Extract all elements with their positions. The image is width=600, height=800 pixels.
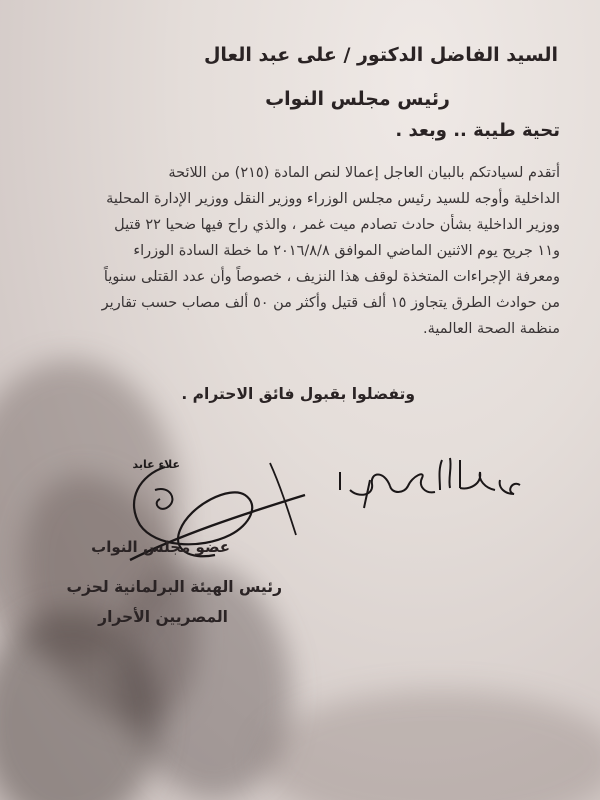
body-line: ووزير الداخلية بشأن حادث تصادم ميت غمر ، والذي راح فيها ضحيا ٢٢ قتيل: [114, 217, 560, 233]
signer-name: علاء عابد: [132, 458, 180, 471]
closing: وتفضلوا بقبول فائق الاحترام .: [181, 385, 415, 403]
body-line: من حوادث الطرق يتجاوز ١٥ ألف قتيل وأكثر من ٥٠ ألف مصاب حسب تقارير: [101, 295, 560, 311]
addressee: السيد الفاضل الدكتور / على عبد العال: [203, 44, 558, 66]
addressee-title: رئيس مجلس النواب: [265, 88, 450, 110]
role-member: عضو مجلس النواب: [91, 538, 230, 556]
body-line: و١١ جريح يوم الاثنين الماضي الموافق ٢٠١٦/٨/٨ ما خطة السادة الوزراء: [133, 243, 560, 259]
body-line: منظمة الصحة العالمية.: [423, 321, 560, 337]
body-line: أتقدم لسيادتكم بالبيان العاجل إعمالا لنص المادة (٢١٥) من اللائحة: [168, 165, 560, 181]
body-line: الداخلية وأوجه للسيد رئيس مجلس الوزراء ووزير النقل ووزير الإدارة المحلية: [106, 191, 560, 207]
handwritten-note: [300, 450, 530, 510]
greeting: تحية طيبة .. وبعد .: [395, 120, 560, 141]
body-line: ومعرفة الإجراءات المتخذة لوقف هذا النزيف ، خصوصاً وأن عدد القتلى سنوياً: [103, 269, 560, 285]
role-head: رئيس الهيئة البرلمانية لحزب: [66, 578, 282, 596]
role-party: المصريين الأحرار: [98, 608, 228, 626]
letter-body: [30, 160, 560, 342]
finger-shadow: [260, 690, 600, 800]
